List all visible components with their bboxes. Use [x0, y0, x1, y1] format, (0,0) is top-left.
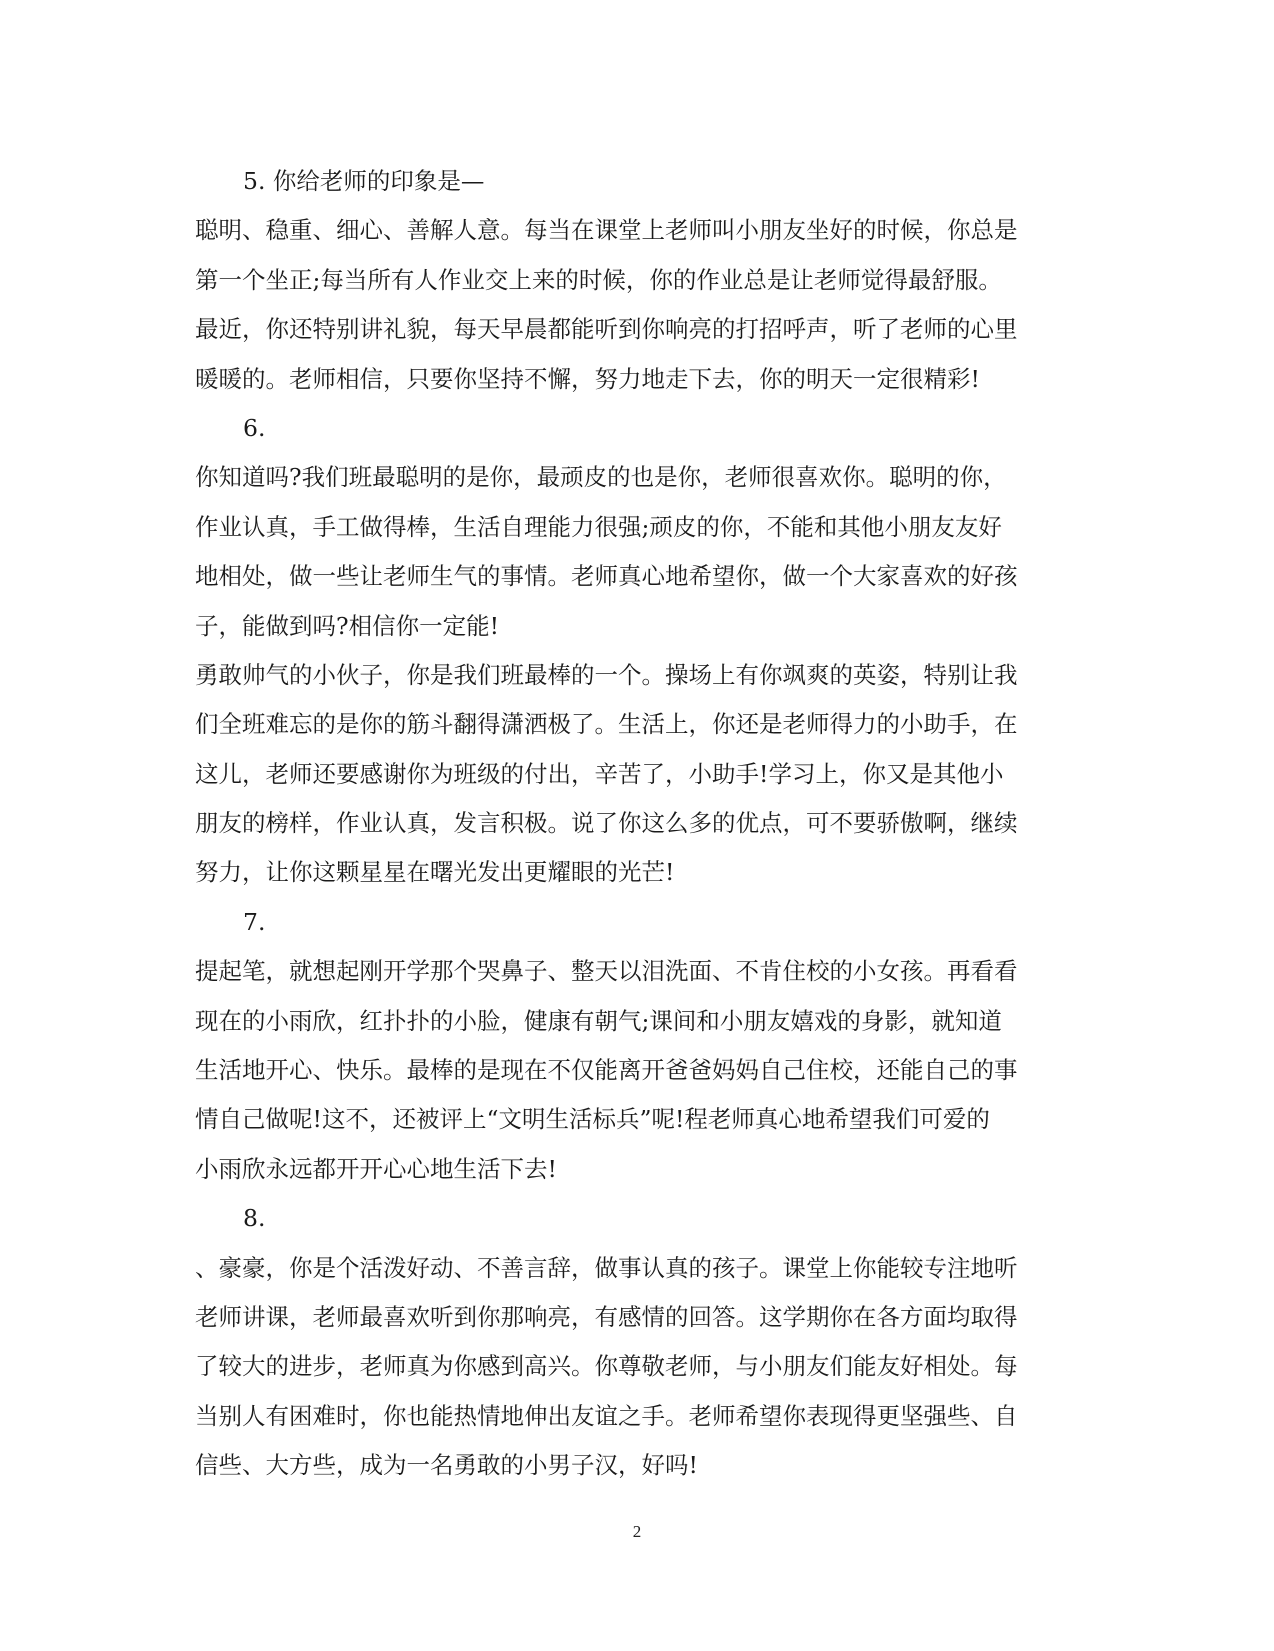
text-line: 们全班难忘的是你的筋斗翻得潇洒极了。生活上，你还是老师得力的小助手，在	[195, 710, 1018, 739]
text-line: 暖暖的。老师相信，只要你坚持不懈，努力地走下去，你的明天一定很精彩!	[195, 364, 980, 393]
text-line: 、豪豪，你是个活泼好动、不善言辞，做事认真的孩子。课堂上你能较专注地听	[195, 1253, 1018, 1282]
section-number: 7.	[243, 907, 266, 936]
text-line: 子，能做到吗?相信你一定能!	[195, 611, 500, 640]
text-line: 聪明、稳重、细心、善解人意。每当在课堂上老师叫小朋友坐好的时候，你总是	[195, 216, 1018, 245]
text-line: 地相处，做一些让老师生气的事情。老师真心地希望你，做一个大家喜欢的好孩	[195, 562, 1018, 591]
text-line: 朋友的榜样，作业认真，发言积极。说了你这么多的优点，可不要骄傲啊，继续	[195, 809, 1018, 838]
text-line: 你知道吗?我们班最聪明的是你，最顽皮的也是你，老师很喜欢你。聪明的你，	[195, 463, 1007, 492]
text-line: 了较大的进步，老师真为你感到高兴。你尊敬老师，与小朋友们能友好相处。每	[195, 1352, 1018, 1381]
text-line: 最近，你还特别讲礼貌，每天早晨都能听到你响亮的打招呼声，听了老师的心里	[195, 315, 1018, 344]
text-line: 努力，让你这颗星星在曙光发出更耀眼的光芒!	[195, 858, 675, 887]
section-number: 6.	[243, 413, 266, 442]
text-line: 生活地开心、快乐。最棒的是现在不仅能离开爸爸妈妈自己住校，还能自己的事	[195, 1056, 1018, 1085]
text-line: 提起笔，就想起刚开学那个哭鼻子、整天以泪洗面、不肯住校的小女孩。再看看	[195, 957, 1018, 986]
document-body	[195, 157, 1075, 1491]
text-line: 当别人有困难时，你也能热情地伸出友谊之手。老师希望你表现得更坚强些、自	[195, 1401, 1018, 1430]
text-line: 现在的小雨欣，红扑扑的小脸，健康有朝气;课间和小朋友嬉戏的身影，就知道	[195, 1006, 1002, 1035]
text-line: 作业认真，手工做得棒，生活自理能力很强;顽皮的你，不能和其他小朋友友好	[195, 512, 1002, 541]
text-line: 小雨欣永远都开开心心地生活下去!	[195, 1154, 557, 1183]
text-line: 这儿，老师还要感谢你为班级的付出，辛苦了，小助手!学习上，你又是其他小	[195, 759, 1004, 788]
text-line: 信些、大方些，成为一名勇敢的小男子汉，好吗!	[195, 1451, 698, 1480]
section-number: 8.	[243, 1204, 266, 1233]
text-line: 第一个坐正;每当所有人作业交上来的时候，你的作业总是让老师觉得最舒服。	[195, 265, 1002, 294]
section-number: 5. 你给老师的印象是—	[243, 167, 485, 195]
text-line: 勇敢帅气的小伙子，你是我们班最棒的一个。操场上有你飒爽的英姿，特别让我	[195, 660, 1018, 689]
page-number: 2	[632, 1522, 642, 1541]
text-line: 老师讲课，老师最喜欢听到你那响亮，有感情的回答。这学期你在各方面均取得	[195, 1302, 1018, 1331]
text-line: 情自己做呢!这不，还被评上“文明生活标兵”呢!程老师真心地希望我们可爱的	[195, 1105, 990, 1134]
